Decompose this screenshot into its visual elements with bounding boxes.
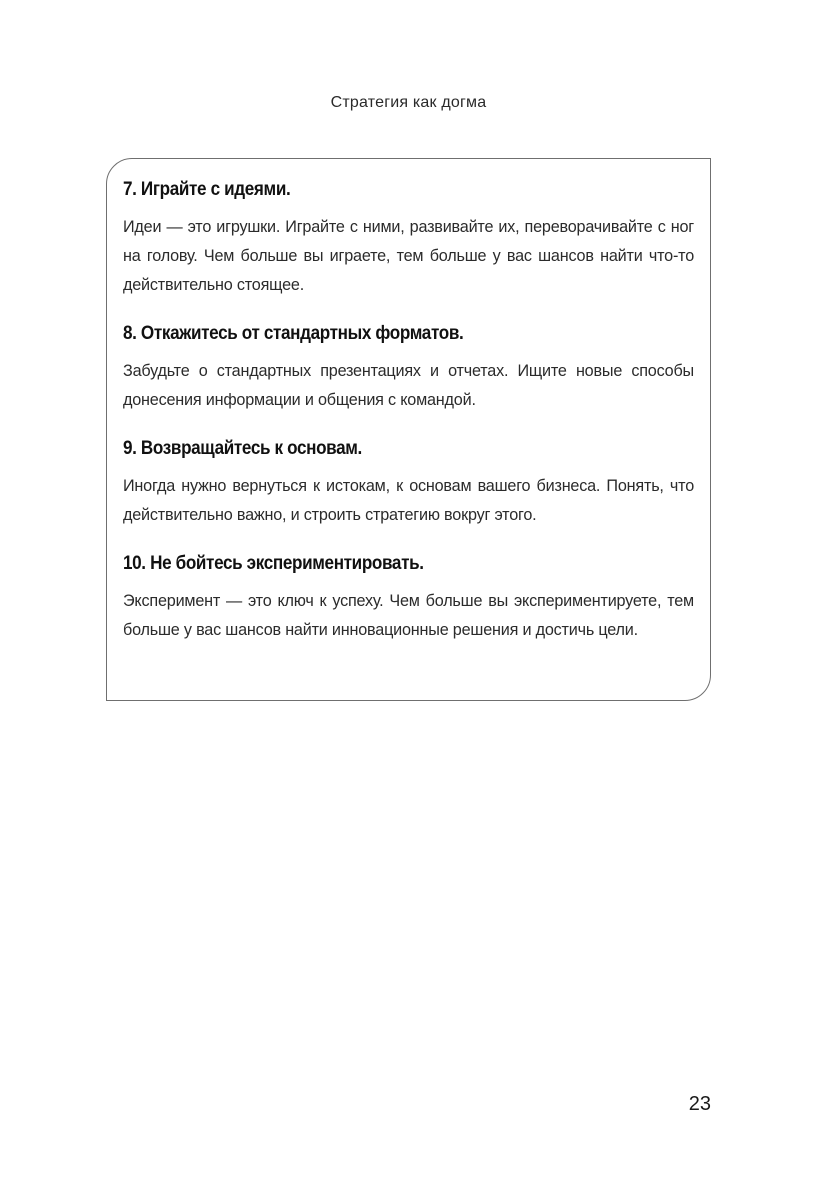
tip-body: Иногда нужно вернуться к истокам, к основам вашего бизнеса. Понять, что действительно важно, и строить стратегию вокруг этого. (123, 477, 694, 524)
running-header: Стратегия как догма (330, 94, 487, 111)
tip-section-7 (123, 177, 694, 300)
tip-section-10 (123, 551, 694, 645)
tip-heading: 10. Не бойтесь экспериментировать. (123, 553, 424, 574)
tip-heading: 8. Откажитесь от стандартных форматов. (123, 323, 464, 344)
page-number: 23 (688, 1093, 711, 1115)
tip-heading: 7. Играйте с идеями. (123, 179, 291, 200)
tip-body: Эксперимент — это ключ к успеху. Чем больше вы экспериментируете, тем больше у вас шансов найти инновационные решения и достичь цели. (123, 592, 694, 639)
tip-body: Забудьте о стандартных презентациях и отчетах. Ищите новые способы донесения информации и общения с командой. (123, 362, 694, 409)
tip-section-8 (123, 321, 694, 415)
tips-box (106, 158, 711, 701)
tip-body: Идеи — это игрушки. Играйте с ними, развивайте их, переворачивайте с ног на голову. Чем больше вы играете, тем больше у вас шансов найти что-то действительно стоящее. (123, 218, 694, 294)
tip-section-9 (123, 436, 694, 530)
tip-heading: 9. Возвращайтесь к основам. (123, 438, 362, 459)
